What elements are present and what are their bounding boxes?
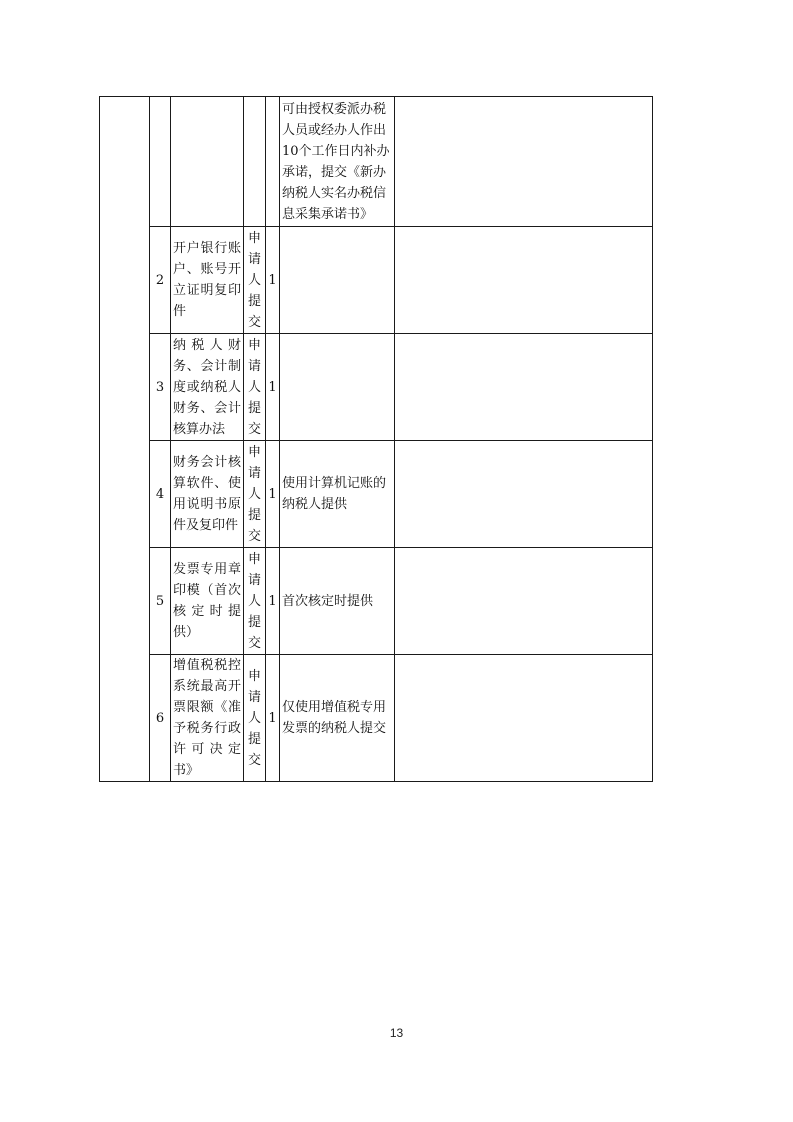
source-char: 申 xyxy=(247,230,261,246)
note-cell: 可由授权委派办税人员或经办人作出10个工作日内补办承诺，提交《新办纳税人实名办税信息采集承诺书》 xyxy=(280,97,395,227)
source-char: 申 xyxy=(247,668,261,684)
source-char: 人 xyxy=(247,272,261,288)
row-index-cell: 6 xyxy=(150,655,171,782)
source-char: 人 xyxy=(247,486,261,502)
row-index-cell: 4 xyxy=(150,441,171,548)
source-cell xyxy=(244,655,266,782)
source-char: 交 xyxy=(247,635,261,651)
note-cell: 使用计算机记账的纳税人提供 xyxy=(280,441,395,548)
source-char: 交 xyxy=(247,528,261,544)
material-name-cell: 增值税税控系统最高开票限额《准予税务行政许可决定书》 xyxy=(171,655,244,782)
table-row xyxy=(100,227,653,334)
note-cell xyxy=(280,227,395,334)
extra-cell xyxy=(395,441,653,548)
source-char: 申 xyxy=(247,551,261,567)
row-index-cell: 3 xyxy=(150,334,171,441)
source-char: 申 xyxy=(247,444,261,460)
source-char: 请 xyxy=(247,465,261,481)
extra-cell xyxy=(395,334,653,441)
source-char: 交 xyxy=(247,421,261,437)
table-row xyxy=(100,548,653,655)
quantity-cell xyxy=(266,97,280,227)
source-char: 提 xyxy=(247,400,261,416)
row-index-cell: 2 xyxy=(150,227,171,334)
page-number: 13 xyxy=(389,1026,404,1040)
source-char: 交 xyxy=(247,752,261,768)
source-char: 人 xyxy=(247,710,261,726)
source-char: 提 xyxy=(247,614,261,630)
table-row xyxy=(100,655,653,782)
source-char: 请 xyxy=(247,689,261,705)
quantity-cell: 1 xyxy=(266,441,280,548)
extra-cell xyxy=(395,227,653,334)
source-char: 申 xyxy=(247,337,261,353)
quantity-cell: 1 xyxy=(266,227,280,334)
extra-cell xyxy=(395,97,653,227)
row-index-cell: 5 xyxy=(150,548,171,655)
source-char: 请 xyxy=(247,572,261,588)
material-name-cell xyxy=(171,97,244,227)
materials-table xyxy=(99,96,653,782)
source-cell xyxy=(244,334,266,441)
note-cell xyxy=(280,334,395,441)
source-char: 提 xyxy=(247,507,261,523)
source-cell xyxy=(244,97,266,227)
source-char: 人 xyxy=(247,593,261,609)
material-name-cell: 发票专用章印模（首次核定时提供） xyxy=(171,548,244,655)
quantity-cell: 1 xyxy=(266,655,280,782)
table-row xyxy=(100,334,653,441)
extra-cell xyxy=(395,655,653,782)
material-name-cell: 纳税人财务、会计制度或纳税人财务、会计核算办法 xyxy=(171,334,244,441)
note-cell: 仅使用增值税专用发票的纳税人提交 xyxy=(280,655,395,782)
material-name-cell: 开户银行账户、账号开立证明复印件 xyxy=(171,227,244,334)
source-char: 提 xyxy=(247,293,261,309)
table-row xyxy=(100,441,653,548)
extra-cell xyxy=(395,548,653,655)
source-cell xyxy=(244,227,266,334)
category-cell xyxy=(100,97,150,782)
quantity-cell: 1 xyxy=(266,334,280,441)
source-cell xyxy=(244,548,266,655)
quantity-cell: 1 xyxy=(266,548,280,655)
source-char: 请 xyxy=(247,358,261,374)
source-char: 请 xyxy=(247,251,261,267)
row-index-cell xyxy=(150,97,171,227)
material-name-cell: 财务会计核算软件、使用说明书原件及复印件 xyxy=(171,441,244,548)
source-char: 提 xyxy=(247,731,261,747)
note-cell: 首次核定时提供 xyxy=(280,548,395,655)
source-char: 交 xyxy=(247,314,261,330)
source-cell xyxy=(244,441,266,548)
source-char: 人 xyxy=(247,379,261,395)
table-row xyxy=(100,97,653,227)
